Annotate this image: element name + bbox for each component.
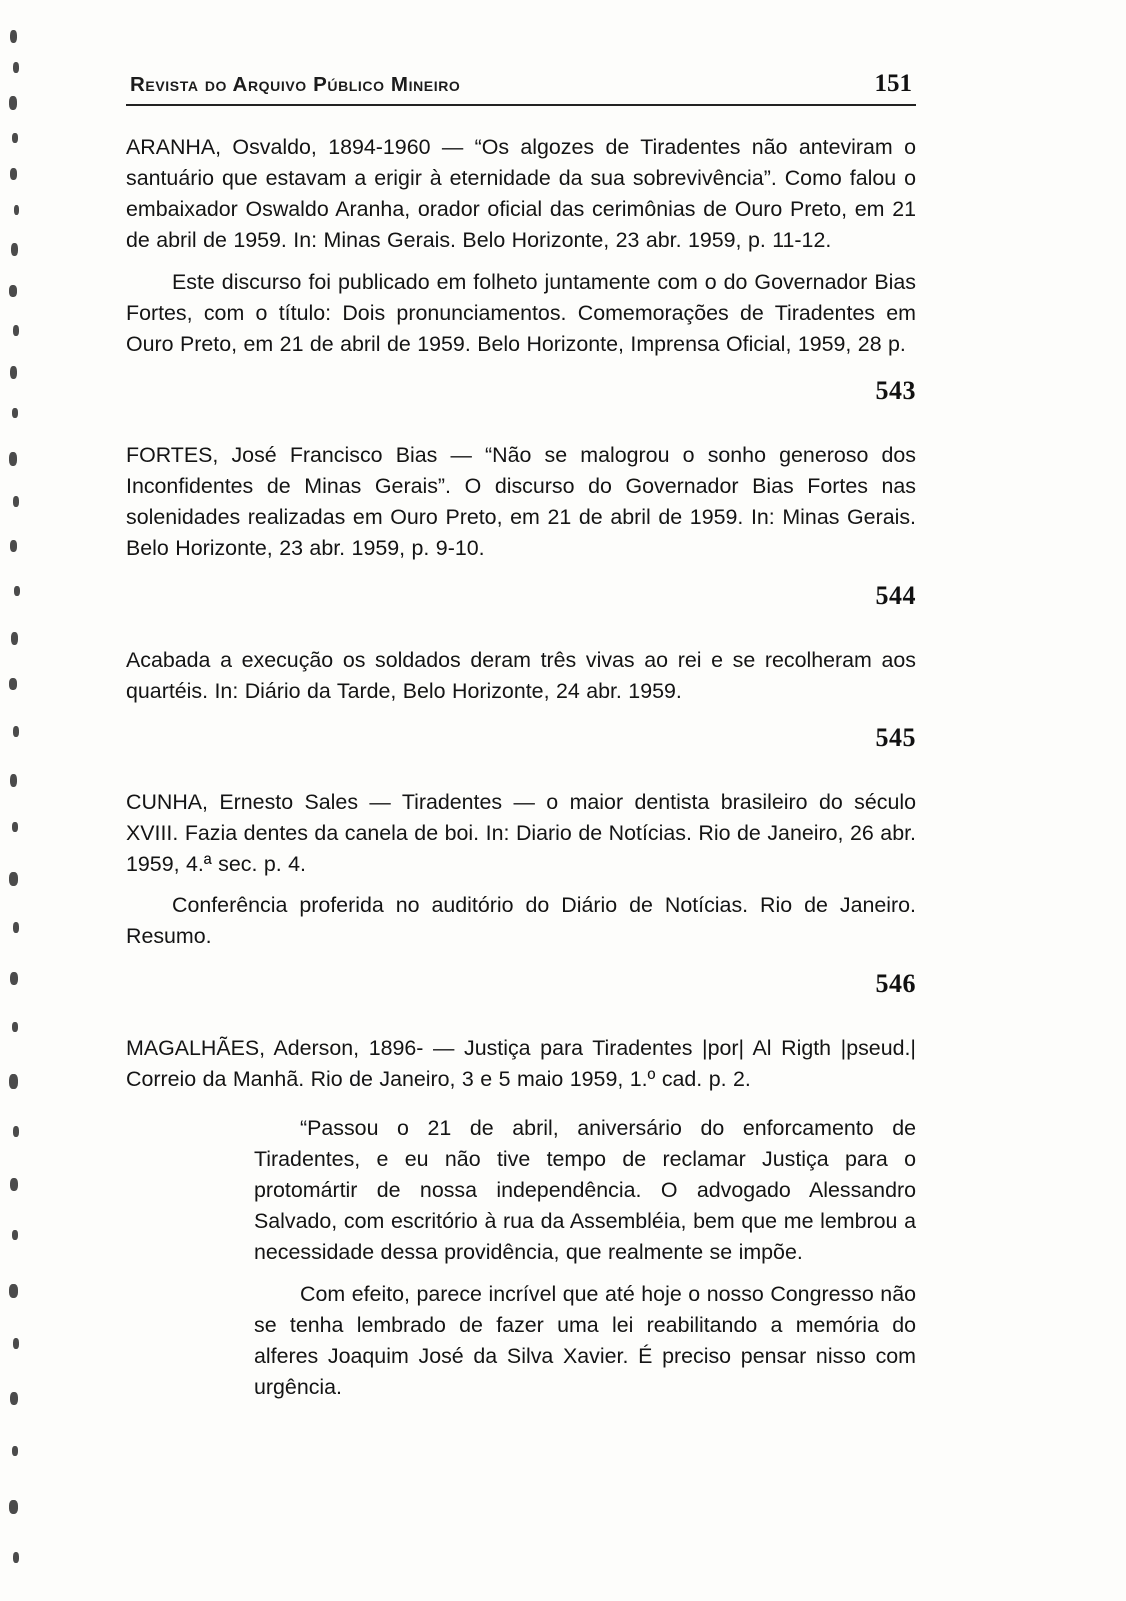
entry-number: 544 <box>875 580 916 610</box>
header-rule <box>126 104 916 106</box>
bibliography-entry <box>126 645 916 753</box>
entry-number: 543 <box>875 375 916 405</box>
entry-number: 546 <box>875 968 916 998</box>
entry-text: MAGALHÃES, Aderson, 1896- — Justiça para Tiradentes |por| Al Rigth |pseud.| Correio da Manhã. Rio de Janeiro, 3 e 5 maio 1959, 1.º cad. p. 2. <box>126 1035 916 1091</box>
running-head <box>126 70 916 104</box>
page-number: 151 <box>874 70 912 97</box>
bibliography-entry <box>126 1033 916 1404</box>
bibliography-entry <box>126 787 916 999</box>
quoted-excerpt <box>254 1113 916 1403</box>
quote-paragraph: Com efeito, parece incrível que até hoje o nosso Congresso não se tenha lembrado de fazer uma lei reabilitando a memória do alferes Joaquim José da Silva Xavier. É preciso pensar nisso com urgência. <box>254 1281 916 1399</box>
entry-text: FORTES, José Francisco Bias — “Não se malogrou o sonho generoso dos Inconfidentes de Minas Gerais”. O discurso do Governador Bias Fortes nas solenidades realizadas em Ouro Preto, em 21 de abril de 1959. In: Minas Gerais. Belo Horizonte, 23 abr. 1959, p. 9-10. <box>126 442 916 561</box>
scan-gutter-marks <box>0 0 42 1601</box>
bibliography-entry <box>126 440 916 611</box>
paragraph-gap <box>126 882 916 890</box>
running-title: Revista do Arquivo Público Mineiro <box>130 73 461 96</box>
entry-note: Conferência proferida no auditório do Diário de Notícias. Rio de Janeiro. Resumo. <box>126 893 916 949</box>
paragraph-gap <box>126 1097 916 1113</box>
entry-text: ARANHA, Osvaldo, 1894-1960 — “Os algozes de Tiradentes não anteviram o santuário que estavam a erigir à eternidade da sua sobrevivência”. Como falou o embaixador Oswaldo Aranha, orador oficial das cerimônias de Ouro Preto, em 21 de abril de 1959. In: Minas Gerais. Belo Horizonte, 23 abr. 1959, p. 11-12. <box>126 135 916 253</box>
quote-paragraph: “Passou o 21 de abril, aniversário do enforcamento de Tiradentes, e eu não tive tempo de reclamar Justiça para o protomártir de nossa independência. O advogado Alessandro Salvado, com escritório à rua da Assembléia, bem que me lembrou a necessidade dessa providência, que realmente se impõe. <box>254 1115 916 1265</box>
entry-number: 545 <box>875 722 916 752</box>
entry-note: Este discurso foi publicado em folheto juntamente com o do Governador Bias Fortes, com o título: Dois pronunciamentos. Comemorações de Tiradentes em Ouro Preto, em 21 de abril de 1959. Belo Horizonte, Imprensa Oficial, 1959, 28 p. <box>126 269 916 356</box>
entry-text: CUNHA, Ernesto Sales — Tiradentes — o maior dentista brasileiro do século XVIII. Fazia dentes da canela de boi. In: Diario de Notícias. Rio de Janeiro, 26 abr. 1959, 4.ª sec. p. 4. <box>126 789 916 877</box>
page-content <box>126 70 916 1405</box>
bibliography-entry <box>126 132 916 406</box>
paragraph-gap <box>126 259 916 267</box>
entry-text: Acabada a execução os soldados deram três vivas ao rei e se recolheram aos quartéis. In: Diário da Tarde, Belo Horizonte, 24 abr. 1959. <box>126 647 916 703</box>
paragraph-gap <box>254 1271 916 1279</box>
